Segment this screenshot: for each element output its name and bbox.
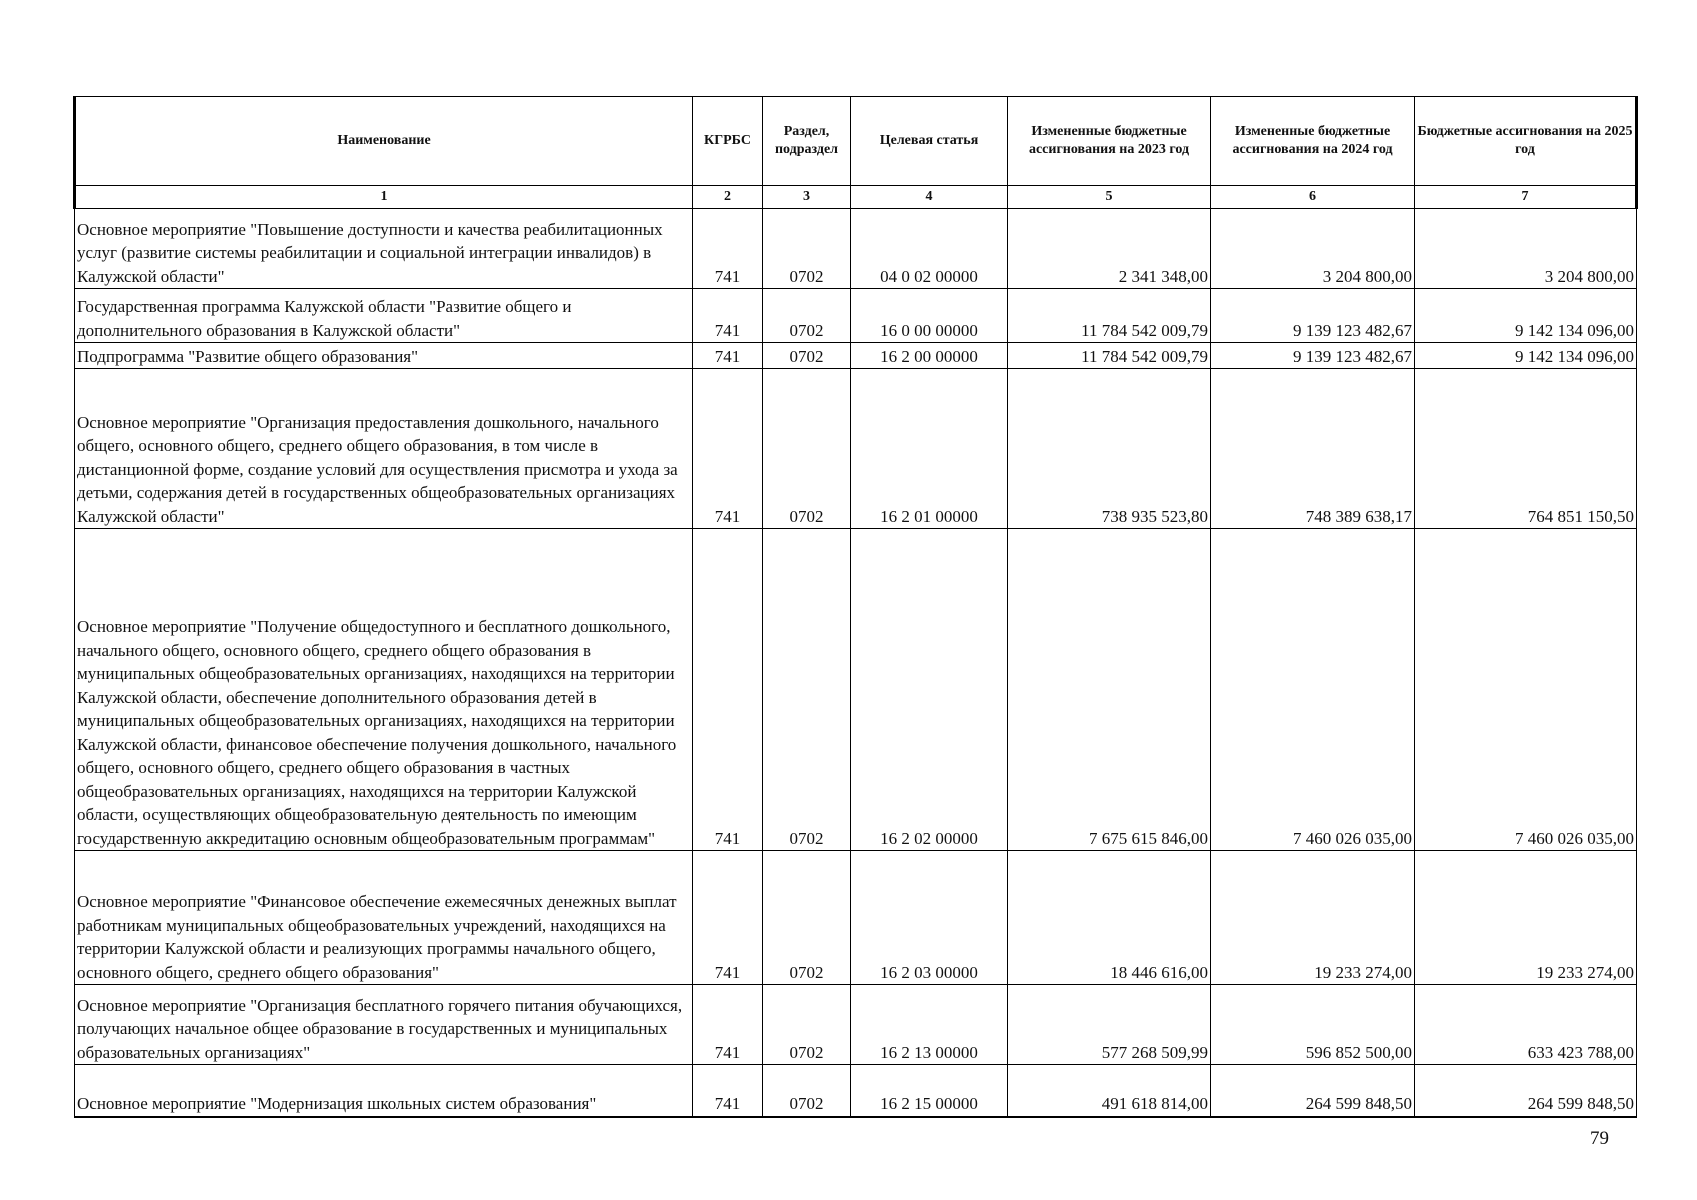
header-row (75, 97, 1637, 186)
row-name: Основное мероприятие "Повышение доступности и качества реабилитационных услуг (развитие системы реабилитации и социальной интеграции инвалидов) в Калужской области" (75, 209, 693, 289)
row-name: Подпрограмма "Развитие общего образования" (75, 343, 693, 369)
row-section: 0702 (763, 529, 851, 851)
table-row (75, 529, 1637, 851)
column-number: 7 (1415, 186, 1637, 209)
row-2023: 491 618 814,00 (1008, 1065, 1211, 1117)
column-number: 4 (851, 186, 1008, 209)
row-name: Государственная программа Калужской области "Развитие общего и дополнительного образования в Калужской области" (75, 289, 693, 343)
row-2023: 11 784 542 009,79 (1008, 343, 1211, 369)
table-row (75, 289, 1637, 343)
row-kgrbs: 741 (693, 529, 763, 851)
column-number: 2 (693, 186, 763, 209)
table-row (75, 1065, 1637, 1117)
column-number: 6 (1211, 186, 1415, 209)
row-target: 16 2 13 00000 (851, 985, 1008, 1065)
page-number: 79 (1590, 1128, 1609, 1149)
row-2025: 9 142 134 096,00 (1415, 343, 1637, 369)
row-kgrbs: 741 (693, 1065, 763, 1117)
row-2024: 9 139 123 482,67 (1211, 343, 1415, 369)
row-2023: 7 675 615 846,00 (1008, 529, 1211, 851)
row-2025: 19 233 274,00 (1415, 851, 1637, 985)
row-kgrbs: 741 (693, 985, 763, 1065)
row-2025: 764 851 150,50 (1415, 369, 1637, 529)
row-2024: 596 852 500,00 (1211, 985, 1415, 1065)
row-name: Основное мероприятие "Получение общедоступного и бесплатного дошкольного, начального общего, основного общего, среднего общего образования в муниципальных общеобразовательных организациях, находящихся на территории Калужской области, обеспечение дополнительного образования детей в муниципальных общеобразовательных организациях, находящихся на территории Калужской области, финансовое обеспечение получения дошкольного, начального общего, основного общего, среднего общего образования в частных общеобразовательных организациях, находящихся на территории Калужской области, осуществляющих общеобразовательную деятельность по имеющим государственную аккредитацию основным общеобразовательным программам" (75, 529, 693, 851)
table-row (75, 851, 1637, 985)
row-section: 0702 (763, 985, 851, 1065)
header-name: Наименование (75, 97, 693, 186)
row-target: 16 2 15 00000 (851, 1065, 1008, 1117)
row-2024: 9 139 123 482,67 (1211, 289, 1415, 343)
column-number-row (75, 186, 1637, 209)
row-section: 0702 (763, 369, 851, 529)
budget-table (73, 96, 1638, 1118)
header-kgrbs: КГРБС (693, 97, 763, 186)
header-target: Целевая статья (851, 97, 1008, 186)
row-2024: 3 204 800,00 (1211, 209, 1415, 289)
row-section: 0702 (763, 1065, 851, 1117)
table-row (75, 369, 1637, 529)
row-name: Основное мероприятие "Модернизация школьных систем образования" (75, 1065, 693, 1117)
row-2024: 7 460 026 035,00 (1211, 529, 1415, 851)
row-section: 0702 (763, 851, 851, 985)
row-section: 0702 (763, 343, 851, 369)
table-row (75, 209, 1637, 289)
row-kgrbs: 741 (693, 343, 763, 369)
row-2023: 2 341 348,00 (1008, 209, 1211, 289)
row-2023: 577 268 509,99 (1008, 985, 1211, 1065)
table-row (75, 343, 1637, 369)
row-2024: 748 389 638,17 (1211, 369, 1415, 529)
row-section: 0702 (763, 289, 851, 343)
row-kgrbs: 741 (693, 851, 763, 985)
row-target: 04 0 02 00000 (851, 209, 1008, 289)
row-2023: 738 935 523,80 (1008, 369, 1211, 529)
row-2025: 633 423 788,00 (1415, 985, 1637, 1065)
row-2025: 9 142 134 096,00 (1415, 289, 1637, 343)
row-name: Основное мероприятие "Финансовое обеспечение ежемесячных денежных выплат работникам муниципальных общеобразовательных учреждений, находящихся на территории Калужской области и реализующих программы начального общего, основного общего, среднего общего образования" (75, 851, 693, 985)
row-2025: 264 599 848,50 (1415, 1065, 1637, 1117)
row-kgrbs: 741 (693, 209, 763, 289)
row-2023: 11 784 542 009,79 (1008, 289, 1211, 343)
table-row (75, 985, 1637, 1065)
header-2024: Измененные бюджетные ассигнования на 2024 год (1211, 97, 1415, 186)
row-2024: 264 599 848,50 (1211, 1065, 1415, 1117)
row-section: 0702 (763, 209, 851, 289)
column-number: 3 (763, 186, 851, 209)
row-kgrbs: 741 (693, 369, 763, 529)
header-section: Раздел, подраздел (763, 97, 851, 186)
header-2025: Бюджетные ассигнования на 2025 год (1415, 97, 1637, 186)
row-name: Основное мероприятие "Организация предоставления дошкольного, начального общего, основного общего, среднего общего образования, в том числе в дистанционной форме, создание условий для осуществления присмотра и ухода за детьми, содержания детей в государственных общеобразовательных организациях Калужской области" (75, 369, 693, 529)
row-target: 16 0 00 00000 (851, 289, 1008, 343)
row-target: 16 2 01 00000 (851, 369, 1008, 529)
row-target: 16 2 02 00000 (851, 529, 1008, 851)
row-2025: 3 204 800,00 (1415, 209, 1637, 289)
row-name: Основное мероприятие "Организация бесплатного горячего питания обучающихся, получающих начальное общее образование в государственных и муниципальных образовательных организациях" (75, 985, 693, 1065)
column-number: 1 (75, 186, 693, 209)
row-target: 16 2 03 00000 (851, 851, 1008, 985)
column-number: 5 (1008, 186, 1211, 209)
row-kgrbs: 741 (693, 289, 763, 343)
header-2023: Измененные бюджетные ассигнования на 2023 год (1008, 97, 1211, 186)
row-target: 16 2 00 00000 (851, 343, 1008, 369)
row-2024: 19 233 274,00 (1211, 851, 1415, 985)
row-2023: 18 446 616,00 (1008, 851, 1211, 985)
row-2025: 7 460 026 035,00 (1415, 529, 1637, 851)
